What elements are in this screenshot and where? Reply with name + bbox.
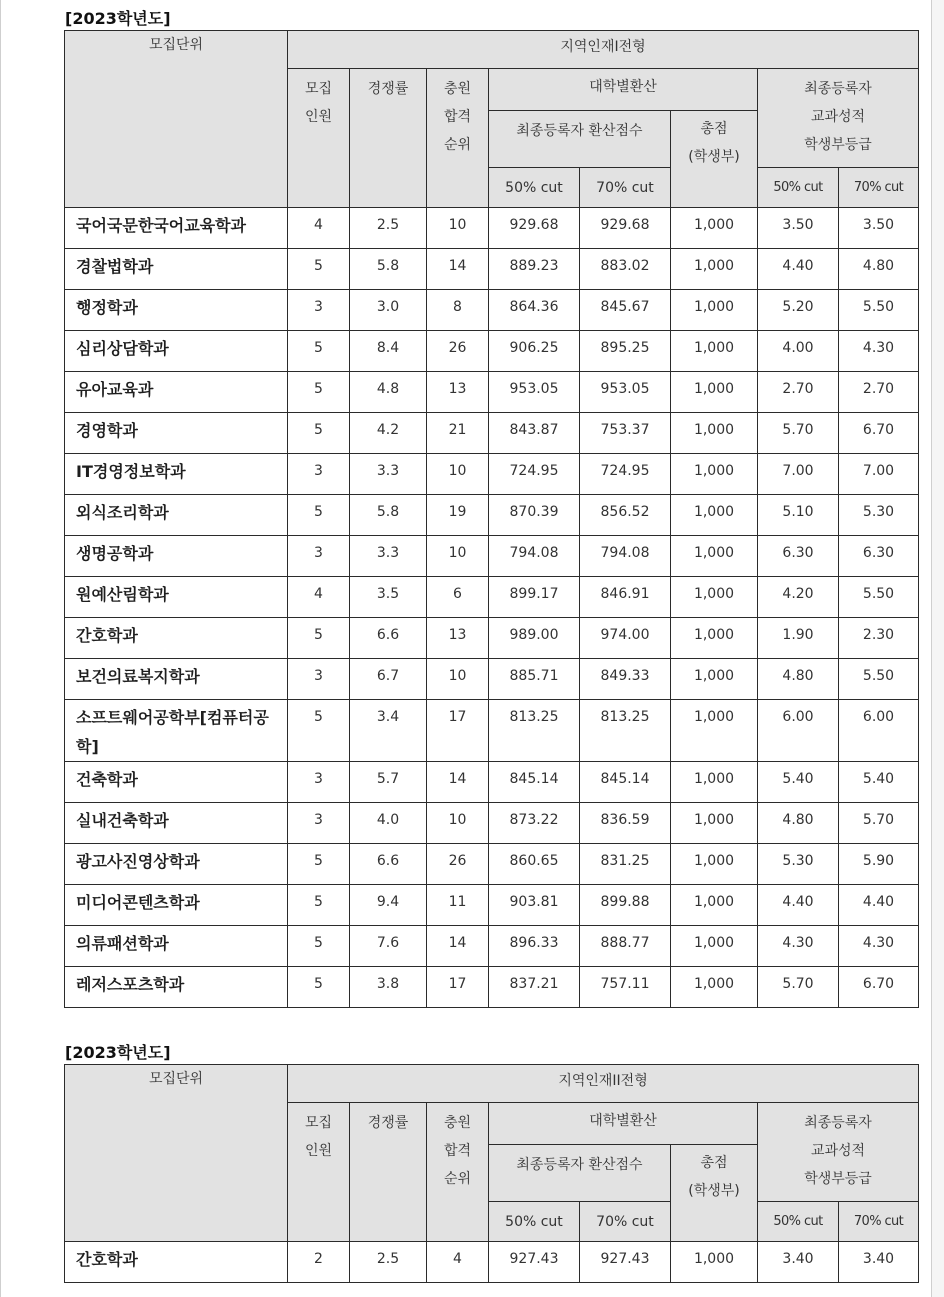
header-total — [671, 1145, 758, 1242]
grade-50-cell: 4.40 — [758, 885, 839, 926]
grade-50-cell: 7.00 — [758, 454, 839, 495]
header-quota-line: 인원 — [304, 1143, 333, 1159]
score-70-cell: 849.33 — [580, 659, 671, 700]
table-row — [65, 926, 919, 967]
header-grade — [758, 69, 919, 168]
grade-50-cell: 4.30 — [758, 926, 839, 967]
competition-cell: 4.8 — [350, 372, 427, 413]
total-cell: 1,000 — [671, 1242, 758, 1283]
competition-cell: 6.6 — [350, 618, 427, 659]
competition-cell: 3.4 — [350, 700, 427, 762]
waitlist-cell: 10 — [427, 659, 489, 700]
competition-cell: 5.8 — [350, 495, 427, 536]
header-grade-line: 학생부등급 — [804, 1171, 872, 1187]
quota-cell: 5 — [288, 700, 350, 762]
score-70-cell: 974.00 — [580, 618, 671, 659]
score-50-cell: 724.95 — [489, 454, 580, 495]
competition-cell: 2.5 — [350, 208, 427, 249]
score-50-cell: 903.81 — [489, 885, 580, 926]
quota-cell: 4 — [288, 208, 350, 249]
waitlist-cell: 13 — [427, 372, 489, 413]
score-50-cell: 906.25 — [489, 331, 580, 372]
header-grade-cut50: 50% cut — [758, 168, 839, 208]
total-cell: 1,000 — [671, 885, 758, 926]
dept-name: 생명공학과 — [65, 536, 288, 577]
table-row — [65, 495, 919, 536]
waitlist-cell: 14 — [427, 249, 489, 290]
table-row — [65, 454, 919, 495]
waitlist-cell: 10 — [427, 454, 489, 495]
score-50-cell: 843.87 — [489, 413, 580, 454]
quota-cell: 5 — [288, 885, 350, 926]
header-track: 지역인재II전형 — [288, 1065, 919, 1103]
score-70-cell: 753.37 — [580, 413, 671, 454]
header-grade-line: 최종등록자 — [804, 81, 872, 97]
page-right-border — [931, 0, 932, 1297]
total-cell: 1,000 — [671, 495, 758, 536]
header-grade-line: 최종등록자 — [804, 1115, 872, 1131]
dept-name: 행정학과 — [65, 290, 288, 331]
waitlist-cell: 6 — [427, 577, 489, 618]
table-row — [65, 844, 919, 885]
header-grade-cut70: 70% cut — [839, 1202, 919, 1242]
dept-name: 광고사진영상학과 — [65, 844, 288, 885]
grade-70-cell: 4.30 — [839, 331, 919, 372]
quota-cell: 2 — [288, 1242, 350, 1283]
dept-name: 간호학과 — [65, 618, 288, 659]
score-70-cell: 724.95 — [580, 454, 671, 495]
table-row — [65, 577, 919, 618]
header-waitlist-line: 합격 — [443, 1143, 472, 1159]
grade-70-cell: 4.80 — [839, 249, 919, 290]
grade-50-cell: 4.00 — [758, 331, 839, 372]
quota-cell: 5 — [288, 372, 350, 413]
grade-50-cell: 6.30 — [758, 536, 839, 577]
competition-cell: 4.0 — [350, 803, 427, 844]
score-70-cell: 794.08 — [580, 536, 671, 577]
total-cell: 1,000 — [671, 926, 758, 967]
grade-70-cell: 2.30 — [839, 618, 919, 659]
grade-70-cell: 2.70 — [839, 372, 919, 413]
table-body — [65, 1242, 919, 1283]
competition-cell: 2.5 — [350, 1242, 427, 1283]
grade-50-cell: 2.70 — [758, 372, 839, 413]
total-cell: 1,000 — [671, 618, 758, 659]
competition-cell: 7.6 — [350, 926, 427, 967]
score-70-cell: 888.77 — [580, 926, 671, 967]
dept-name: 유아교육과 — [65, 372, 288, 413]
header-competition: 경쟁률 — [350, 1103, 427, 1242]
waitlist-cell: 10 — [427, 536, 489, 577]
quota-cell: 5 — [288, 495, 350, 536]
score-70-cell: 856.52 — [580, 495, 671, 536]
grade-50-cell: 4.80 — [758, 803, 839, 844]
waitlist-cell: 4 — [427, 1242, 489, 1283]
header-final-score: 최종등록자 환산점수 — [489, 111, 671, 168]
header-competition: 경쟁률 — [350, 69, 427, 208]
total-cell: 1,000 — [671, 659, 758, 700]
grade-70-cell: 5.70 — [839, 803, 919, 844]
quota-cell: 5 — [288, 331, 350, 372]
grade-70-cell: 6.70 — [839, 413, 919, 454]
competition-cell: 3.3 — [350, 454, 427, 495]
total-cell: 1,000 — [671, 803, 758, 844]
dept-name: 실내건축학과 — [65, 803, 288, 844]
header-total-line: (학생부) — [688, 1183, 740, 1199]
score-70-cell: 831.25 — [580, 844, 671, 885]
score-50-cell: 845.14 — [489, 762, 580, 803]
dept-name: 경찰법학과 — [65, 249, 288, 290]
quota-cell: 3 — [288, 803, 350, 844]
score-50-cell: 794.08 — [489, 536, 580, 577]
header-cut70: 70% cut — [580, 1202, 671, 1242]
waitlist-cell: 10 — [427, 208, 489, 249]
total-cell: 1,000 — [671, 372, 758, 413]
competition-cell: 3.8 — [350, 967, 427, 1008]
score-50-cell: 864.36 — [489, 290, 580, 331]
score-70-cell: 953.05 — [580, 372, 671, 413]
table-row — [65, 967, 919, 1008]
header-waitlist-line: 충원 — [443, 1115, 472, 1131]
quota-cell: 4 — [288, 577, 350, 618]
grade-70-cell: 7.00 — [839, 454, 919, 495]
header-unit: 모집단위 — [65, 31, 288, 208]
score-70-cell: 899.88 — [580, 885, 671, 926]
header-grade-line: 교과성적 — [810, 1143, 866, 1159]
quota-cell: 5 — [288, 844, 350, 885]
table-row — [65, 372, 919, 413]
score-50-cell: 899.17 — [489, 577, 580, 618]
grade-70-cell: 6.00 — [839, 700, 919, 762]
header-waitlist-line: 순위 — [443, 137, 472, 153]
table-row — [65, 331, 919, 372]
score-70-cell: 895.25 — [580, 331, 671, 372]
quota-cell: 5 — [288, 249, 350, 290]
header-track: 지역인재I전형 — [288, 31, 919, 69]
grade-50-cell: 5.20 — [758, 290, 839, 331]
header-waitlist-line: 충원 — [443, 81, 472, 97]
total-cell: 1,000 — [671, 454, 758, 495]
header-quota — [288, 1103, 350, 1242]
grade-50-cell: 4.40 — [758, 249, 839, 290]
score-50-cell: 870.39 — [489, 495, 580, 536]
waitlist-cell: 14 — [427, 762, 489, 803]
dept-name: 경영학과 — [65, 413, 288, 454]
total-cell: 1,000 — [671, 249, 758, 290]
waitlist-cell: 13 — [427, 618, 489, 659]
score-70-cell: 883.02 — [580, 249, 671, 290]
grade-70-cell: 3.40 — [839, 1242, 919, 1283]
competition-cell: 5.8 — [350, 249, 427, 290]
score-70-cell: 846.91 — [580, 577, 671, 618]
table-row — [65, 700, 919, 762]
total-cell: 1,000 — [671, 413, 758, 454]
header-cut50: 50% cut — [489, 1202, 580, 1242]
quota-cell: 3 — [288, 659, 350, 700]
grade-70-cell: 5.90 — [839, 844, 919, 885]
score-70-cell: 929.68 — [580, 208, 671, 249]
header-total-line: (학생부) — [688, 149, 740, 165]
competition-cell: 6.7 — [350, 659, 427, 700]
grade-50-cell: 5.30 — [758, 844, 839, 885]
grade-50-cell: 6.00 — [758, 700, 839, 762]
header-grade-line: 학생부등급 — [804, 137, 872, 153]
table-row — [65, 249, 919, 290]
table-row — [65, 803, 919, 844]
waitlist-cell: 21 — [427, 413, 489, 454]
score-50-cell: 889.23 — [489, 249, 580, 290]
header-grade-cut70: 70% cut — [839, 168, 919, 208]
competition-cell: 3.5 — [350, 577, 427, 618]
waitlist-cell: 10 — [427, 803, 489, 844]
grade-70-cell: 3.50 — [839, 208, 919, 249]
quota-cell: 3 — [288, 290, 350, 331]
table-row — [65, 1242, 919, 1283]
grade-70-cell: 6.30 — [839, 536, 919, 577]
dept-name: 외식조리학과 — [65, 495, 288, 536]
score-50-cell: 989.00 — [489, 618, 580, 659]
header-grade-line: 교과성적 — [810, 109, 866, 125]
quota-cell: 3 — [288, 536, 350, 577]
grade-70-cell: 5.30 — [839, 495, 919, 536]
header-quota-line: 인원 — [304, 109, 333, 125]
score-70-cell: 927.43 — [580, 1242, 671, 1283]
table-body — [65, 208, 919, 1008]
competition-cell: 9.4 — [350, 885, 427, 926]
grade-70-cell: 5.40 — [839, 762, 919, 803]
score-70-cell: 836.59 — [580, 803, 671, 844]
quota-cell: 3 — [288, 762, 350, 803]
quota-cell: 5 — [288, 413, 350, 454]
grade-70-cell: 4.30 — [839, 926, 919, 967]
competition-cell: 4.2 — [350, 413, 427, 454]
header-conversion: 대학별환산 — [489, 1103, 758, 1145]
table-row — [65, 762, 919, 803]
table-row — [65, 290, 919, 331]
grade-50-cell: 3.50 — [758, 208, 839, 249]
header-total — [671, 111, 758, 208]
score-50-cell: 885.71 — [489, 659, 580, 700]
total-cell: 1,000 — [671, 577, 758, 618]
waitlist-cell: 26 — [427, 331, 489, 372]
admission-table-2 — [64, 1064, 919, 1283]
score-50-cell: 837.21 — [489, 967, 580, 1008]
competition-cell: 6.6 — [350, 844, 427, 885]
quota-cell: 3 — [288, 454, 350, 495]
competition-cell: 8.4 — [350, 331, 427, 372]
header-quota-line: 모집 — [304, 81, 333, 97]
header-final-score: 최종등록자 환산점수 — [489, 1145, 671, 1202]
waitlist-cell: 14 — [427, 926, 489, 967]
total-cell: 1,000 — [671, 844, 758, 885]
dept-name: 국어국문한국어교육학과 — [65, 208, 288, 249]
table-row — [65, 208, 919, 249]
grade-70-cell: 5.50 — [839, 290, 919, 331]
total-cell: 1,000 — [671, 700, 758, 762]
header-cut50: 50% cut — [489, 168, 580, 208]
competition-cell: 3.0 — [350, 290, 427, 331]
waitlist-cell: 11 — [427, 885, 489, 926]
header-total-line: 총점 — [700, 121, 728, 137]
table-row — [65, 659, 919, 700]
dept-name: IT경영정보학과 — [65, 454, 288, 495]
waitlist-cell: 19 — [427, 495, 489, 536]
page-left-border — [0, 0, 1, 1297]
header-conversion: 대학별환산 — [489, 69, 758, 111]
grade-50-cell: 5.70 — [758, 967, 839, 1008]
grade-50-cell: 4.20 — [758, 577, 839, 618]
score-50-cell: 896.33 — [489, 926, 580, 967]
score-70-cell: 845.14 — [580, 762, 671, 803]
waitlist-cell: 26 — [427, 844, 489, 885]
dept-name: 원예산림학과 — [65, 577, 288, 618]
score-50-cell: 953.05 — [489, 372, 580, 413]
score-50-cell: 860.65 — [489, 844, 580, 885]
dept-name: 소프트웨어공학부[컴퓨터공학] — [65, 700, 288, 762]
grade-50-cell: 1.90 — [758, 618, 839, 659]
header-grade — [758, 1103, 919, 1202]
score-70-cell: 757.11 — [580, 967, 671, 1008]
grade-50-cell: 5.10 — [758, 495, 839, 536]
dept-name: 심리상담학과 — [65, 331, 288, 372]
grade-70-cell: 6.70 — [839, 967, 919, 1008]
score-70-cell: 845.67 — [580, 290, 671, 331]
total-cell: 1,000 — [671, 208, 758, 249]
table-row — [65, 413, 919, 454]
section-title: [2023학년도] — [65, 9, 171, 28]
dept-name: 건축학과 — [65, 762, 288, 803]
header-grade-cut50: 50% cut — [758, 1202, 839, 1242]
waitlist-cell: 17 — [427, 700, 489, 762]
dept-name: 미디어콘텐츠학과 — [65, 885, 288, 926]
total-cell: 1,000 — [671, 290, 758, 331]
table-row — [65, 885, 919, 926]
table-row — [65, 618, 919, 659]
dept-name: 레저스포츠학과 — [65, 967, 288, 1008]
section-title: [2023학년도] — [65, 1043, 171, 1062]
waitlist-cell: 17 — [427, 967, 489, 1008]
header-unit: 모집단위 — [65, 1065, 288, 1242]
grade-50-cell: 5.40 — [758, 762, 839, 803]
waitlist-cell: 8 — [427, 290, 489, 331]
header-waitlist — [427, 1103, 489, 1242]
dept-name: 보건의료복지학과 — [65, 659, 288, 700]
header-total-line: 총점 — [700, 1155, 728, 1171]
quota-cell: 5 — [288, 926, 350, 967]
dept-name: 간호학과 — [65, 1242, 288, 1283]
grade-50-cell: 4.80 — [758, 659, 839, 700]
table-row — [65, 536, 919, 577]
grade-70-cell: 5.50 — [839, 659, 919, 700]
total-cell: 1,000 — [671, 762, 758, 803]
grade-70-cell: 4.40 — [839, 885, 919, 926]
total-cell: 1,000 — [671, 536, 758, 577]
header-cut70: 70% cut — [580, 168, 671, 208]
total-cell: 1,000 — [671, 967, 758, 1008]
grade-50-cell: 5.70 — [758, 413, 839, 454]
admission-table-1 — [64, 30, 919, 1008]
dept-name: 의류패션학과 — [65, 926, 288, 967]
competition-cell: 5.7 — [350, 762, 427, 803]
score-50-cell: 929.68 — [489, 208, 580, 249]
total-cell: 1,000 — [671, 331, 758, 372]
grade-70-cell: 5.50 — [839, 577, 919, 618]
header-quota-line: 모집 — [304, 1115, 333, 1131]
header-quota — [288, 69, 350, 208]
quota-cell: 5 — [288, 618, 350, 659]
header-waitlist-line: 합격 — [443, 109, 472, 125]
grade-50-cell: 3.40 — [758, 1242, 839, 1283]
quota-cell: 5 — [288, 967, 350, 1008]
header-waitlist — [427, 69, 489, 208]
score-50-cell: 927.43 — [489, 1242, 580, 1283]
score-50-cell: 873.22 — [489, 803, 580, 844]
score-70-cell: 813.25 — [580, 700, 671, 762]
header-waitlist-line: 순위 — [443, 1171, 472, 1187]
competition-cell: 3.3 — [350, 536, 427, 577]
score-50-cell: 813.25 — [489, 700, 580, 762]
